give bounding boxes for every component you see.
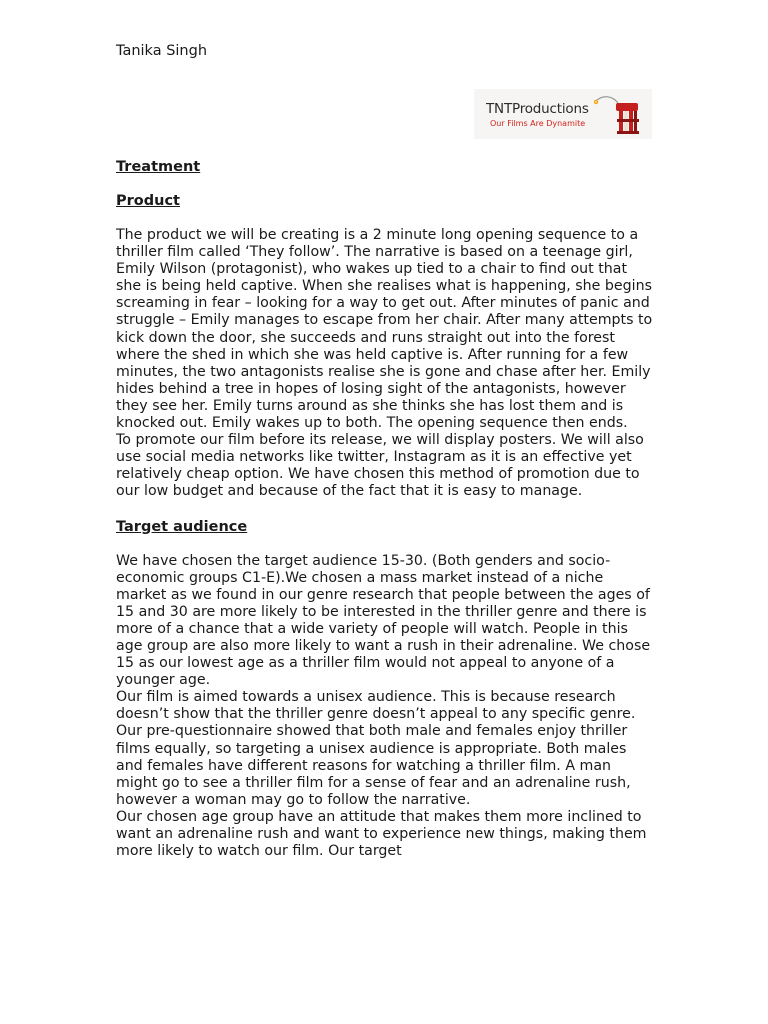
document-body [116, 158, 656, 860]
product-heading: Product [116, 193, 180, 209]
target-audience-paragraph-1: We have chosen the target audience 15-30. (Both genders and socio-economic groups C1-E).We chosen a mass market instead of a niche market as we found in our genre research that people between the ages of 15 and 30 are more likely to be interested in the thriller genre and there is more of a chance that a wide variety of people will watch. People in this age group are also more likely to want a rush in their adrenaline. We chose 15 as our lowest age as a thriller film would not appeal to anyone of a younger age. [116, 552, 651, 689]
logo-tagline: Our Films Are Dynamite [490, 119, 586, 128]
author-name: Tanika Singh [116, 43, 208, 59]
company-logo [474, 89, 652, 139]
product-paragraph-2: To promote our film before its release, we will display posters. We will also use social media networks like twitter, Instagram as it is an effective yet relatively cheap option. We have chosen this method of promotion due to our low budget and because of the fact that it is easy to manage. [116, 432, 644, 500]
logo-name: TNTProductions [486, 101, 589, 117]
target-audience-heading: Target audience [116, 518, 248, 535]
product-paragraph-1: The product we will be creating is a 2 minute long opening sequence to a thriller film called ‘They follow’. The narrative is based on a teenage girl, Emily Wilson (protagonist), who wakes up tied to a chair to find out that she is being held captive. When she realises what is happening, she begins screaming in fear – looking for a way to get out. After minutes of panic and struggle – Emily manages to escape from her chair. After many attempts to kick down the door, she succeeds and runs straight out into the forest where the shed in which she was held captive is. After running for a few minutes, the two antagonists realise she is gone and chase after her. Emily hides behind a tree in hopes of losing sight of the antagonists, however they see her. Emily turns around as she thinks she has lost them and is knocked out. Emily wakes up to both. The opening sequence then ends. [116, 227, 653, 432]
dynamite-icon [588, 95, 648, 137]
target-audience-paragraph-2: Our film is aimed towards a unisex audience. This is because research doesn’t show that the thriller genre doesn’t appeal to any specific genre. Our pre-questionnaire showed that both male and females enjoy thriller films equally, so targeting a unisex audience is appropriate. Both males and females have different reasons for watching a thriller film. A man might go to see a thriller film for a sense of fear and an adrenaline rush, however a woman may go to follow the narrative. [116, 689, 636, 808]
target-audience-paragraph-3: Our chosen age group have an attitude that makes them more inclined to want an adrenaline rush and want to experience new things, making them more likely to watch our film. Our target [116, 808, 647, 860]
treatment-heading: Treatment [116, 159, 201, 175]
